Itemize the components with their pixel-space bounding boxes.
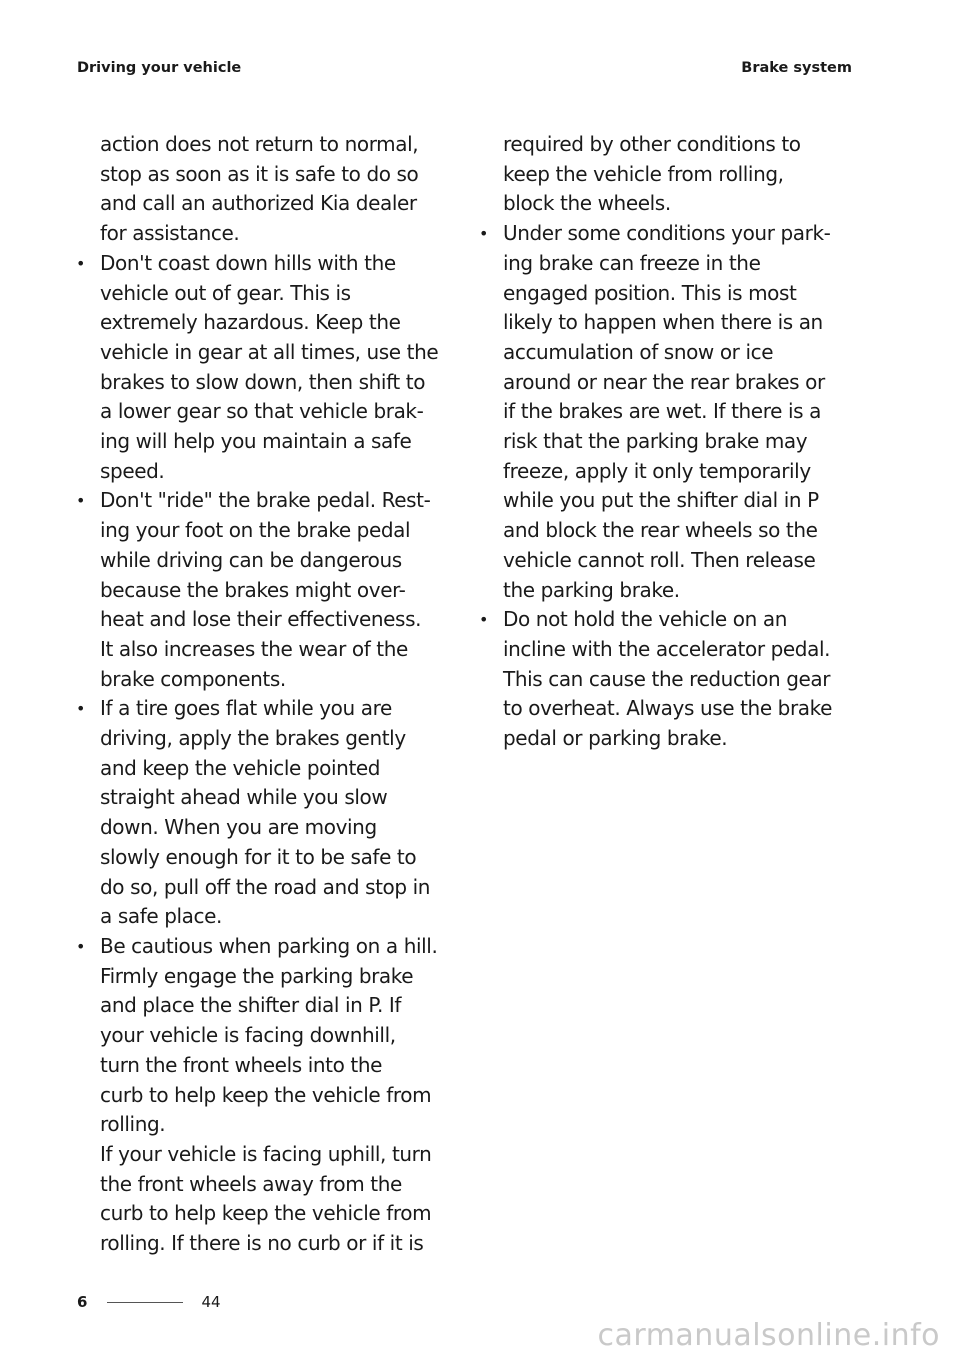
bullet-icon: •: [76, 253, 86, 273]
bullet-item: [74, 486, 454, 694]
bullet-text: If a tire goes flat while you are driving, apply the brakes gently and keep the vehicle pointed straight ahead while you slow down. When you are moving slowly enough for it to be safe to do so, pull off the road and stop in a safe place.: [100, 696, 431, 929]
bullet-text: Do not hold the vehicle on an incline with the accelerator pedal. This can cause the reduction gear to overheat. Always use the brake pedal or parking brake.: [503, 607, 833, 751]
right-text-column: [477, 130, 857, 754]
running-header-chapter: Driving your vehicle: [77, 60, 242, 76]
running-header-section: Brake system: [741, 60, 852, 76]
bullet-icon: •: [76, 936, 86, 956]
continued-paragraph: required by other conditions to keep the vehicle from rolling, block the wheels.: [503, 132, 801, 216]
bullet-text: Be cautious when parking on a hill. Firmly engage the parking brake and place the shifter dial in P. If your vehicle is facing downhill, turn the front wheels into the curb to help keep the vehicle from rolling.: [100, 933, 438, 1137]
site-watermark: carmanualsonline.info: [597, 1318, 940, 1353]
page-footer: [77, 1293, 221, 1311]
continued-paragraph: action does not return to normal, stop as soon as it is safe to do so and call an authorized Kia dealer for assistance.: [100, 132, 419, 246]
bullet-item: [74, 249, 454, 487]
footer-divider: [107, 1302, 183, 1303]
bullet-text: Don't "ride" the brake pedal. Rest- ing your foot on the brake pedal while driving can be dangerous because the brakes might over- heat and lose their effectiveness. It also increases the wear of the brake components.: [100, 488, 431, 691]
bullet-text: Under some conditions your park- ing brake can freeze in the engaged position. This is most likely to happen when there is an accumulation of snow or ice around or near the rear brakes or if the brakes are wet. If there is a risk that the parking brake may freeze, apply it only temporarily while you put the shifter dial in P and block the rear wheels so the vehicle cannot roll. Then release the parking brake.: [503, 221, 831, 602]
bullet-text: Don't coast down hills with the vehicle out of gear. This is extremely hazardous. Keep the vehicle in gear at all times, use the brakes to slow down, then shift to a lower gear so that vehicle brak- ing will help you maintain a safe speed.: [100, 250, 439, 483]
bullet-icon: •: [76, 491, 86, 511]
bullet-item: [74, 694, 454, 932]
bullet-icon: •: [479, 610, 489, 630]
bullet-icon: •: [76, 699, 86, 719]
bullet-item: [477, 605, 857, 754]
bullet-item: [74, 932, 454, 1140]
bullet-continuation-paragraph: If your vehicle is facing uphill, turn the front wheels away from the curb to help keep the vehicle from rolling. If there is no curb or if it is: [100, 1141, 432, 1256]
left-text-column: [74, 130, 454, 1259]
bullet-item: [477, 219, 857, 605]
page-number: 44: [201, 1293, 221, 1311]
chapter-number: 6: [77, 1293, 88, 1311]
bullet-icon: •: [479, 224, 489, 244]
